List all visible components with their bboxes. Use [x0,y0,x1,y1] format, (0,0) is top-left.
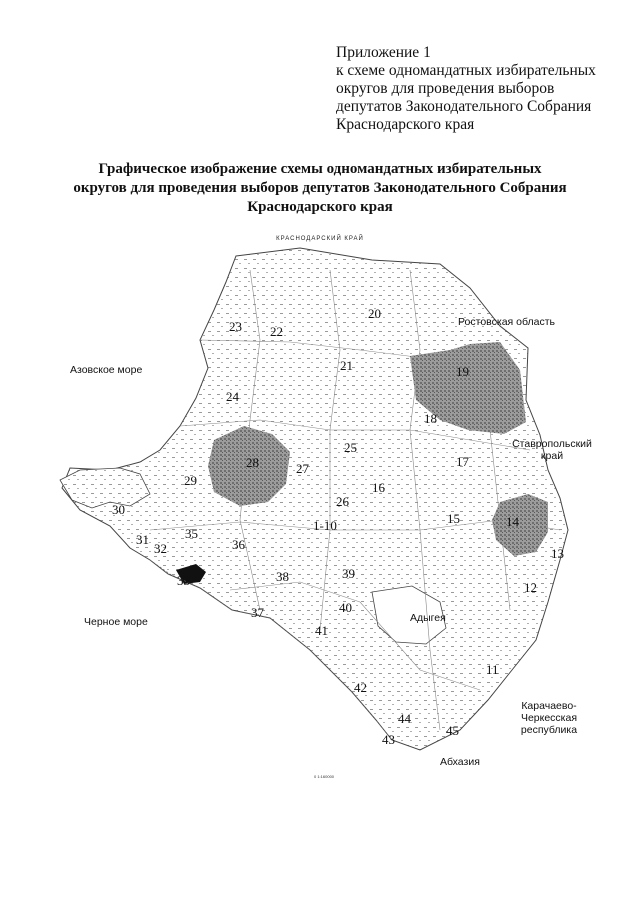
region-abkhazia: Абхазия [440,756,480,768]
district-label-31: 31 [136,532,149,547]
title-line: Графическое изображение схемы одномандатных избирательных [98,161,542,177]
appendix-line: округов для проведения выборов [336,80,555,97]
map-header: КРАСНОДАРСКИЙ КРАЙ [276,236,364,242]
district-label-12: 12 [524,580,537,595]
district-label-43: 43 [382,732,395,747]
district-map [0,230,640,790]
region-karachay-line: Черкесская [520,712,578,724]
district-label-16: 16 [372,480,385,495]
appendix-line: депутатов Законодательного Собрания [336,98,592,115]
district-label-30: 30 [112,502,125,517]
district-label-45: 45 [446,723,459,738]
district-label-23: 23 [229,319,242,334]
appendix-line: Краснодарского края [336,116,475,133]
appendix-line: к схеме одномандатных избирательных [336,62,596,79]
district-label-44: 44 [398,711,411,726]
district-label-40: 40 [339,600,352,615]
district-label-36: 36 [232,537,245,552]
region-karachay-line: Карачаево- [521,700,577,712]
district-label-29: 29 [184,473,197,488]
district-label-41: 41 [315,623,328,638]
district-label-15: 15 [447,511,460,526]
district-label-19: 19 [456,364,469,379]
region-stavropol [512,438,592,462]
district-label-38: 38 [276,569,289,584]
title-line: округов для проведения выборов депутатов Законодательного Собрания [73,180,567,196]
document-title [40,160,600,217]
region-azov-sea: Азовское море [70,364,143,376]
region-black-sea: Черное море [84,616,148,628]
district-label-32: 32 [154,541,167,556]
district-label-17: 17 [456,454,469,469]
district-label-24: 24 [226,389,239,404]
district-label-20: 20 [368,306,381,321]
region-adygea: Адыгея [410,612,446,624]
appendix-note [336,44,626,134]
district-label-37: 37 [251,605,264,620]
title-line: Краснодарского края [247,199,393,215]
district-label-22: 22 [270,324,283,339]
district-label-39: 39 [342,566,355,581]
appendix-line: Приложение 1 [336,44,431,61]
region-rostov: Ростовская область [458,316,556,328]
district-label-14: 14 [506,514,519,529]
region-karachay [516,700,582,736]
region-stavropol-line: край [540,450,564,462]
district-label-28: 28 [246,455,259,470]
district-label-18: 18 [424,411,437,426]
district-label-25: 25 [344,440,357,455]
district-label-35: 35 [185,526,198,541]
district-label-42: 42 [354,680,367,695]
district-label-21: 21 [340,358,353,373]
district-label-26: 26 [336,494,349,509]
district-label-13: 13 [551,546,564,561]
district-label-1-10: 1-10 [313,518,337,533]
district-label-33: 33 [177,573,190,588]
region-karachay-line: республика [520,724,578,736]
district-label-27: 27 [296,461,309,476]
region-stavropol-line: Ставропольский [512,438,592,450]
district-label-11: 11 [486,662,499,677]
map-scale-note: 0 1:160000 [314,774,335,779]
